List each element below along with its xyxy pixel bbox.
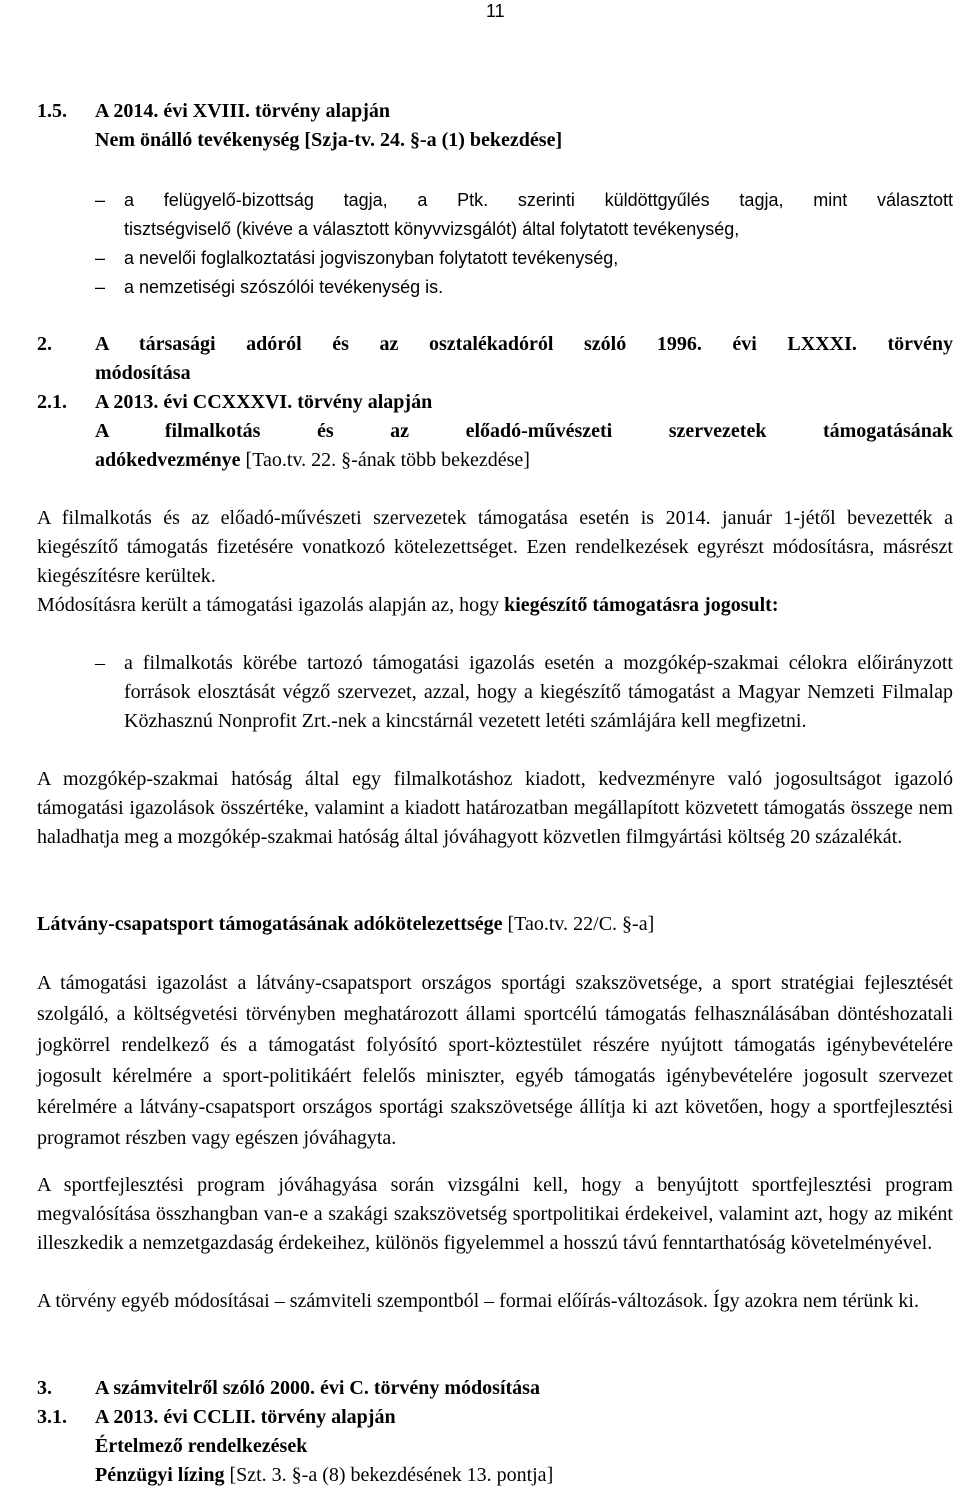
bullet-2: a nevelői foglalkoztatási jogviszonyban folytatott tevékenység, [124,248,619,268]
detail-bold-part: Pénzügyi lízing [95,1464,225,1486]
paragraph-mozgokep: A mozgókép-szakmai hatóság által egy filmalkotáshoz kiadott, kedvezményre való jogosultságot igazoló támogatási igazolások összértéke, valamint a kiadott határozatban megállapított közvetett támogatás összege nem haladhatja meg a mozgókép-szakmai hatóság által jóváhagyott közvetlen filmgyártási költség 20 százalékát. [37,768,953,848]
bullet-1-line-1: a felügyelő-bizottság tagja, a Ptk. szerinti küldöttgyűlés tagja, mint választott [124,190,953,210]
paragraph-modositasra [37,591,953,620]
section-subtitle-1-5: Nem önálló tevékenység [Szja-tv. 24. §-a (1) bekezdése] [95,129,563,151]
bullet-1-line-2: tisztségviselő (kivéve a választott könyvvizsgálót) által folytatott tevékenység, [124,219,740,239]
section-title-2-1: A 2013. évi CCXXXVI. törvény alapján [95,391,433,413]
detail-reference: [Szt. 3. §-a (8) bekezdésének 13. pontja] [224,1464,554,1486]
section-number-2-1: 2.1. [37,391,67,413]
section-subtitle-2-1-line-1: A filmalkotás és az előadó-művészeti szervezetek támogatásának [95,420,953,442]
section-subtitle-3-1: Értelmező rendelkezések [95,1435,308,1457]
heading-latvany-csapatsport [37,910,654,939]
section-title-3: A számvitelről szóló 2000. évi C. törvény módosítása [95,1377,540,1399]
section-number-3-1: 3.1. [37,1406,67,1428]
dash-bullet-1: – [95,190,106,210]
section-number-1-5: 1.5. [37,100,67,122]
paragraph-modositasra-text: Módosításra került a támogatási igazolás alapján az, hogy [37,594,505,616]
paragraph-egyeb-modositasok: A törvény egyéb módosításai – számviteli szempontból – formai előírás-változások. Így azokra nem térünk ki. [37,1290,919,1312]
subtitle-bold-part: adókedvezménye [95,449,241,471]
section-number-3: 3. [37,1377,52,1399]
section-title-1-5: A 2014. évi XVIII. törvény alapján [95,100,391,122]
bullet-filmalkotas: a filmalkotás körébe tartozó támogatási igazolás esetén a mozgókép-szakmai célokra előirányzott források elosztását végző szervezet, azzal, hogy a kiegészítő támogatást a Magyar Nemzeti Filmalap Közhasznú Nonprofit Zrt.-nek a kincstárnál vezetett letéti számlájára kell megfizetni. [124,652,953,732]
subtitle-reference: [Tao.tv. 22. §-ának több bekezdése] [240,449,530,471]
dash-bullet-4: – [95,652,105,674]
heading-latvany-reference: [Tao.tv. 22/C. §-a] [502,913,655,935]
dash-bullet-2: – [95,248,106,268]
section-number-2: 2. [37,333,52,355]
page-number: 11 [486,1,505,21]
section-title-3-1: A 2013. évi CCLII. törvény alapján [95,1406,396,1428]
section-title-2-line-1: A társasági adóról és az osztalékadóról szóló 1996. évi LXXXI. törvény [95,333,953,355]
paragraph-filmalkotas: A filmalkotás és az előadó-művészeti szervezetek támogatása esetén is 2014. január 1-jétől bevezették a kiegészítő támogatás fizetésére vonatkozó kötelezettséget. Ezen rendelkezések egyrészt módosításra, másrészt kiegészítésre kerültek. [37,507,953,587]
bullet-3: a nemzetiségi szószólói tevékenység is. [124,277,444,297]
paragraph-sportfejlesztesi: A sportfejlesztési program jóváhagyása során vizsgálni kell, hogy a benyújtott sportfejlesztési program megvalósítása összhangban van-e a szakági szakszövetség sportpolitikai érdekeivel, valamint azt, hogy az miként illeszkedik a nemzetgazdaság érdekeihez, különös figyelemmel a hosszú távú fenntarthatóság követelményével. [37,1174,953,1254]
paragraph-tamogatasi-igazolas: A támogatási igazolást a látvány-csapatsport országos sportági szakszövetsége, a sport stratégiai fejlesztését szolgáló, a költségvetési törvényben meghatározott állami sportcélú támogatás felhasználásában döntéshozatali jogkörrel rendelkező és a támogatást folyósító sport-köztestület részére nyújtott támogatás igénybevételére jogosult kérelmére a sport-politikáért felelős miniszter, egyéb támogatás igénybevételére jogosult szervezet kérelmére a látvány-csapatsport országos sportági szakszövetsége állítja ki azt követően, hogy a sportfejlesztési programot részben vagy egészen jóváhagyta. [37,972,953,1149]
dash-bullet-3: – [95,277,106,297]
section-title-2-line-2: módosítása [95,362,191,384]
section-detail-3-1 [95,1461,553,1490]
paragraph-modositasra-bold: kiegészítő támogatásra jogosult: [504,594,779,616]
section-subtitle-2-1-line-2 [95,446,530,475]
heading-latvany-bold: Látvány-csapatsport támogatásának adókötelezettsége [37,913,503,935]
